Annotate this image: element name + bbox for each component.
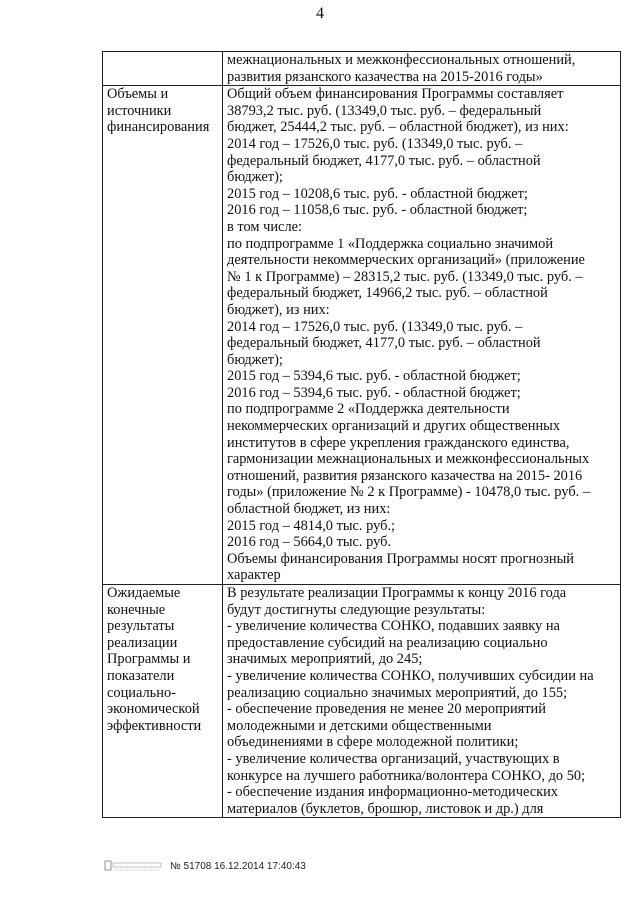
row-content-line: бюджет, 25444,2 тыс. руб. – областной бюджет), из них:: [227, 119, 569, 136]
row-content-line: 2014 год – 17526,0 тыс. руб. (13349,0 тыс. руб. –: [227, 135, 523, 152]
row-content-line: институтов в сфере укрепления гражданского единства,: [227, 434, 570, 451]
row-label-line: экономической: [107, 701, 200, 718]
row-label-line: эффективности: [107, 717, 202, 734]
row-label-line: Ожидаемые: [107, 585, 181, 601]
document-id: № 51708 16.12.2014 17:40:43: [170, 861, 306, 872]
row-label-line: результаты: [107, 618, 175, 635]
row-content-line: характер: [227, 567, 281, 584]
row-content-line: Общий объем финансирования Программы составляет: [227, 86, 564, 103]
table-row: [103, 86, 621, 585]
row-content-cell: [223, 52, 621, 86]
row-content-line: 2015 год – 4814,0 тыс. руб.;: [227, 517, 396, 534]
row-content-line: молодежными и детскими общественными: [227, 717, 492, 734]
row-content-line: бюджет);: [227, 169, 283, 186]
row-content-line: будут достигнуты следующие результаты:: [227, 601, 486, 618]
page-number: 4: [316, 5, 324, 22]
row-content-line: - увеличение количества СОНКО, получивших субсидии на: [227, 667, 594, 684]
table-row: [103, 585, 621, 818]
row-content-line: конкурсе на лучшего работника/волонтера СОНКО, до 50;: [227, 767, 586, 784]
row-content-line: федеральный бюджет, 14966,2 тыс. руб. – областной: [227, 285, 548, 302]
row-content-line: реализацию социально значимых мероприятий, до 155;: [227, 684, 568, 701]
row-content-line: бюджет);: [227, 351, 283, 368]
row-label-line: социально-: [107, 684, 176, 701]
table-row: [103, 52, 621, 86]
row-content-line: областной бюджет, из них:: [227, 501, 391, 518]
row-content-line: 2014 год – 17526,0 тыс. руб. (13349,0 тыс. руб. –: [227, 318, 523, 335]
row-content-line: межнациональных и межконфессиональных отношений,: [227, 52, 576, 68]
row-content-line: 38793,2 тыс. руб. (13349,0 тыс. руб. – федеральный: [227, 102, 542, 119]
row-content-line: - обеспечение издания информационно-методических: [227, 784, 558, 801]
row-label-line: Объемы и: [107, 86, 169, 103]
stamp-logo-icon: [104, 858, 164, 874]
row-label-line: показатели: [107, 667, 175, 684]
row-content-line: материалов (буклетов, брошюр, листовок и др.) для: [227, 800, 544, 817]
row-content-line: 2016 год – 11058,6 тыс. руб. - областной бюджет;: [227, 202, 528, 219]
footer: [104, 858, 404, 878]
row-content-line: гармонизации межнациональных и межконфессиональных: [227, 451, 590, 468]
row-content-line: деятельности некоммерческих организаций» (приложение: [227, 252, 585, 269]
row-label-cell: [103, 585, 223, 818]
row-content-line: годы» (приложение № 2 к Программе) - 10478,0 тыс. руб. –: [227, 484, 591, 501]
table-body: [103, 52, 621, 818]
row-content-cell: [223, 585, 621, 818]
row-label-line: Программы и: [107, 651, 191, 668]
row-content-line: отношений, развития рязанского казачества на 2015- 2016: [227, 467, 583, 484]
row-content-line: федеральный бюджет, 4177,0 тыс. руб. – областной: [227, 335, 541, 352]
row-label-line: реализации: [107, 634, 178, 651]
row-content-line: - увеличение количества СОНКО, подавших заявку на: [227, 618, 560, 635]
row-content-line: В результате реализации Программы к концу 2016 года: [227, 585, 567, 601]
row-label-cell: [103, 86, 223, 585]
row-label-line: источники: [107, 102, 172, 119]
row-content-line: развития рязанского казачества на 2015-2016 годы»: [227, 68, 543, 85]
row-content-line: - увеличение количества организаций, участвующих в: [227, 750, 560, 767]
row-content-cell: [223, 86, 621, 585]
row-content-line: в том числе:: [227, 218, 303, 235]
row-content-line: 2016 год – 5664,0 тыс. руб.: [227, 534, 392, 551]
row-content-line: по подпрограмме 1 «Поддержка социально значимой: [227, 235, 554, 252]
row-content-line: 2015 год – 10208,6 тыс. руб. - областной бюджет;: [227, 185, 528, 202]
row-label-cell: [103, 52, 223, 86]
row-content-line: некоммерческих организаций и других общественных: [227, 418, 561, 435]
row-content-line: 2016 год – 5394,6 тыс. руб. - областной бюджет;: [227, 384, 521, 401]
row-label-line: конечные: [107, 601, 166, 618]
row-content-line: 2015 год – 5394,6 тыс. руб. - областной бюджет;: [227, 368, 521, 385]
row-content-line: предоставление субсидий на реализацию социально: [227, 634, 548, 651]
row-content-line: объединениями в сфере молодежной политики;: [227, 734, 519, 751]
row-content-line: - обеспечение проведения не менее 20 мероприятий: [227, 701, 546, 718]
row-content-line: значимых мероприятий, до 245;: [227, 651, 423, 668]
row-content-line: бюджет), из них:: [227, 301, 330, 318]
row-content-line: по подпрограмме 2 «Поддержка деятельности: [227, 401, 510, 418]
row-content-line: Объемы финансирования Программы носят прогнозный: [227, 550, 575, 567]
row-label-line: финансирования: [107, 119, 210, 136]
passport-table: [102, 51, 621, 818]
row-content-line: № 1 к Программе) – 28315,2 тыс. руб. (13349,0 тыс. руб. –: [227, 268, 583, 285]
row-content-line: федеральный бюджет, 4177,0 тыс. руб. – областной: [227, 152, 541, 169]
